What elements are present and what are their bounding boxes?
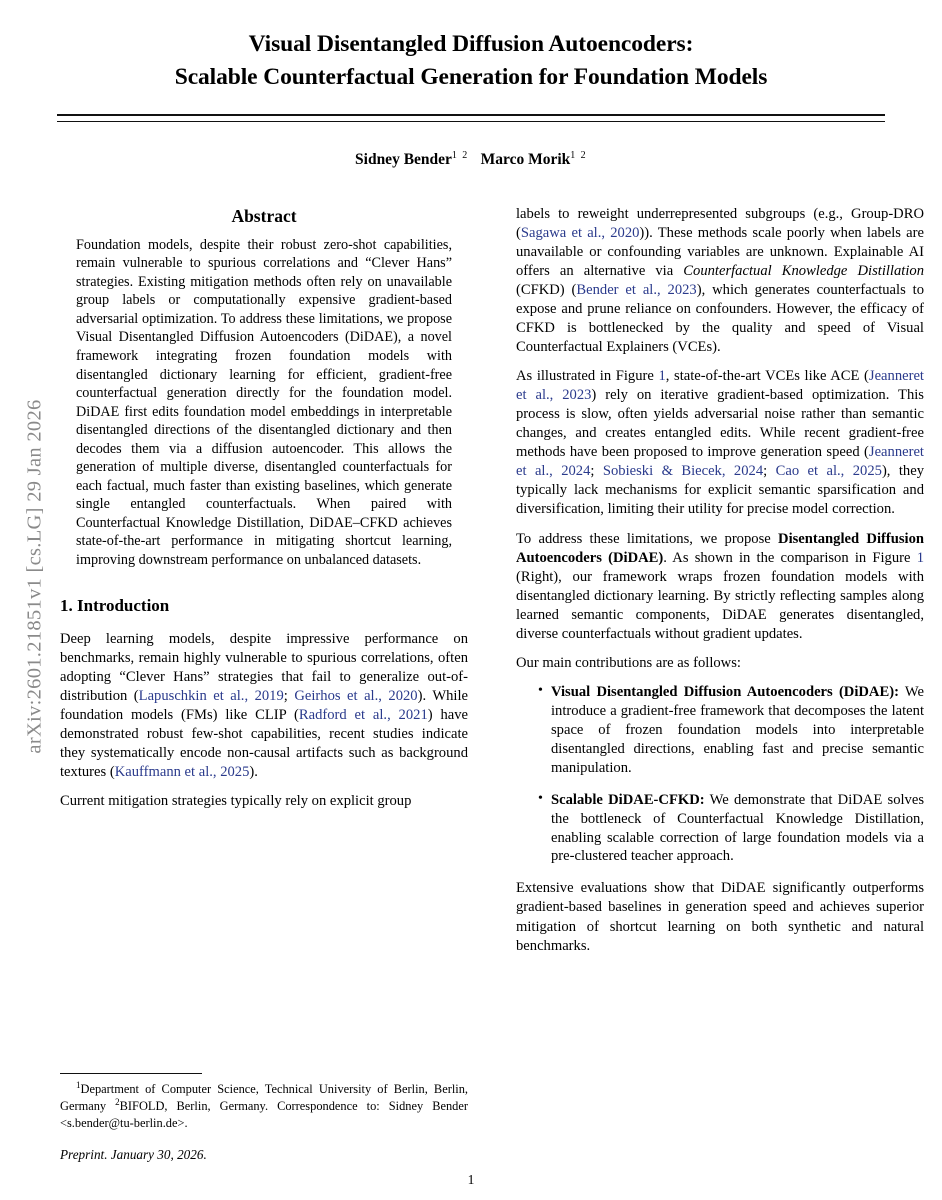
paper-title-line-1: Visual Disentangled Diffusion Autoencoders: [248,31,694,57]
contribution-title-1: Visual Disentangled Diffusion Autoencoders (DiDAE): [551,683,899,700]
contribution-title-2: Scalable DiDAE-CFKD: [551,791,705,808]
citation-sagawa-2020[interactable]: Sagawa et al., 2020 [520,225,640,242]
right-paragraph-2 [516,367,924,519]
footnote-text [60,1080,468,1131]
author-name-2: Marco Morik [480,151,571,169]
right-paragraph-5: Extensive evaluations show that DiDAE significantly outperforms gradient-based baselines in generation speed and achieves superior mitigation of shortcut learning on both synthetic and natural benchmarks. [516,880,924,954]
text-segment: . As shown in the comparison in Figure [663,549,917,566]
contributions-lead-in: Our main contributions are as follows: [516,654,741,671]
footnote-affiliation-2: BIFOLD, Berlin, Germany. Correspondence to: Sidney Bender <s.bender@tu-berlin.de>. [60,1099,469,1130]
italic-term-cfkd: Counterfactual Knowledge Distillation [683,263,924,280]
author-affiliation-marks-1: 1 2 [451,150,469,161]
right-paragraph-1 [516,205,924,357]
citation-sobieski-biecek-2024[interactable]: Sobieski & Biecek, 2024 [602,463,764,480]
abstract-body: Foundation models, despite their robust zero-shot capabilities, remain vulnerable to spurious correlations and “Clever Hans” strategies. Existing mitigation methods often rely on unavailable group labels or computationally expensive gradient-based adversarial optimization. To address these limitations, we propose Visual Disentangled Diffusion Autoencoders (DiDAE), a novel framework integrating frozen foundation models with disentangled dictionary learning for efficient, gradient-free counterfactual generation directly for the foundation model. DiDAE first edits foundation model embeddings in interpretable disentangled directions of the disentangled dictionary and then decodes them via a diffusion autoencoder. This allows the generation of multiple diverse, disentangled counterfactuals for each factual, much faster than existing baselines, which generate single entangled counterfactuals. When paired with Counterfactual Knowledge Distillation, DiDAE–CFKD achieves state-of-the-art performance in mitigating shortcut learning, improving downstream performance on unbalanced datasets. [76,236,452,568]
citation-bender-2023[interactable]: Bender et al., 2023 [576,282,697,299]
right-paragraph-3 [516,530,924,644]
text-segment: As illustrated in Figure [516,368,659,385]
contribution-text-2: We demonstrate that DiDAE solves the bottleneck of Counterfactual Knowledge Distillation, enabling scalable correction of large foundation models via a pre-clustered teacher approach. [551,791,924,865]
paper-title-line-2: Scalable Counterfactual Generation for Foundation Models [174,64,768,91]
footnote-mark-2: 2 [115,1097,120,1108]
text-segment: (Right), our framework wraps frozen foundation models with disentangled dictionary learning. By strictly reflecting samples along learned semantic components, DiDAE generates disentangled, diverse counterfactuals without gradient updates. [516,568,924,642]
left-column [60,205,468,821]
author-name-1: Sidney Bender [355,151,452,169]
text-segment: )). These methods scale poorly when labels are unavailable or confounding variables are unknown. Explainable AI offers an alternative via [516,225,924,280]
page-title [57,28,885,95]
author-list [57,150,885,169]
text-segment: ) have demonstrated robust few-shot capabilities, recent studies indicate they systematically encode non-causal artifacts such as background textures ( [60,706,468,780]
footnote-divider [60,1073,202,1074]
abstract-heading: Abstract [231,206,297,226]
page-number: 1 [467,1172,475,1187]
preprint-notice: Preprint. January 30, 2026. [60,1146,207,1162]
text-segment: ), which generates counterfactuals to expose and prune reliance on confounders. However, the efficacy of CFKD is bottlenecked by the quality and speed of Visual Counterfactual Explainers (VCEs). [516,282,924,356]
bold-term-didae: Disentangled Diffusion Autoencoders (DiDAE) [516,530,924,566]
text-segment: , state-of-the-art VCEs like ACE ( [665,368,869,385]
text-segment: ; [283,687,295,704]
list-item [538,683,924,778]
list-item [538,791,924,867]
arxiv-identifier-stamp: arXiv:2601.21851v1 [cs.LG] 29 Jan 2026 [23,399,46,754]
footnote-block [60,1073,468,1163]
citation-kauffmann-2025[interactable]: Kauffmann et al., 2025 [114,763,250,780]
title-block [57,28,885,95]
citation-radford-2021[interactable]: Radford et al., 2021 [298,706,428,723]
title-rule-bottom [57,121,885,122]
text-segment: Deep learning models, despite impressive performance on benchmarks, remain highly vulnerable to spurious correlations, often adopting “Clever Hans” strategies that fail to generalize out-of-distribution ( [60,630,468,704]
title-rule-top [57,114,885,116]
text-segment: (CFKD) ( [516,282,577,299]
citation-jeanneret-2023[interactable]: Jeanneret et al., 2023 [516,368,924,404]
citation-jeanneret-2024[interactable]: Jeanneret et al., 2024 [516,444,924,480]
figure-reference-1[interactable]: 1 [658,368,666,385]
citation-geirhos-2020[interactable]: Geirhos et al., 2020 [294,687,418,704]
intro-paragraph-1 [60,630,468,782]
citation-lapuschkin-2019[interactable]: Lapuschkin et al., 2019 [138,687,284,704]
contributions-list [516,683,924,867]
text-segment: ; [590,463,603,480]
citation-cao-2025[interactable]: Cao et al., 2025 [775,463,882,480]
intro-paragraph-2: Current mitigation strategies typically rely on explicit group [60,792,412,809]
figure-reference-2[interactable]: 1 [916,549,924,566]
footnote-affiliation-1: Department of Computer Science, Technical University of Berlin, Berlin, Germany [60,1082,468,1114]
contribution-text-1: We introduce a gradient-free framework that decomposes the latent space of frozen foundation models into interpretable disentangled directions, enabling fast and precise semantic manipulation. [551,683,924,776]
right-column [516,205,924,966]
text-segment: To address these limitations, we propose [516,530,779,547]
section-heading-introduction: 1. Introduction [60,596,170,616]
text-segment: ) rely on iterative gradient-based optimization. This process is slow, often yields adversarial noise rather than semantic changes, and creates entangled edits. While recent gradient-free methods have been proposed to improve generation speed ( [516,387,924,461]
text-segment: ). [249,763,258,780]
text-segment: ). While foundation models (FMs) like CLIP ( [60,687,468,723]
text-segment: labels to reweight underrepresented subgroups (e.g., Group-DRO ( [516,206,924,242]
footnote-mark-1: 1 [76,1080,81,1090]
text-segment: ; [763,463,776,480]
author-affiliation-marks-2: 1 2 [570,150,587,161]
text-segment: ), they typically lack mechanisms for explicit semantic sparsification and diversification, limiting their utility for precise model correction. [516,463,924,518]
